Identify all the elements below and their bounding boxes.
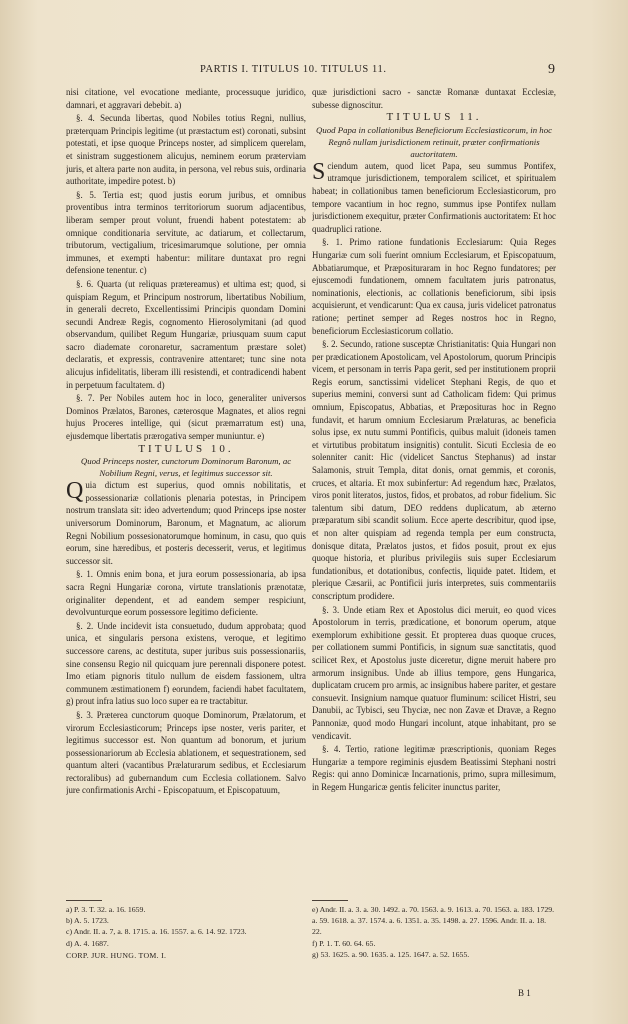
- footnote-rule: [312, 900, 348, 901]
- footnotes-right: [312, 900, 556, 960]
- left-column: [66, 86, 306, 886]
- footnote: b) A. 5. 1723.: [66, 916, 109, 926]
- footnote: g) 53. 1625. a. 90. 1635. a. 125. 1647. a. 52. 1655.: [312, 949, 470, 959]
- drop-cap: Q: [66, 478, 84, 505]
- paragraph: §. 7. Per Nobiles autem hoc in loco, generaliter universos Dominos Prælatos, Barones, cæterosque Magnates, et alios regni hujus Proceres intellige, qui (sicut præmarratum est) una, ejusdemque libertatis prærogativa semper muniuntur. e): [66, 393, 306, 442]
- footnote-rule: [66, 900, 102, 901]
- footnote: d) A. 4. 1687.: [66, 938, 109, 948]
- footnote: f) P. 1. T. 60. 64. 65.: [312, 938, 376, 948]
- paragraph: §. 3. Præterea cunctorum quoque Dominorum, Prælatorum, et virorum Ecclesiasticorum; Princeps ipse noster, veris pariter, et legitimus successor est. Non quantum ad bonorum, et jurium possessionariorum ab Ecclesia ablationem, et sequestrationem, sed quantum alteri (vacantibus Prælaturarum sedibus, et Ecclesiarum rectoralibus) ad gubernandum cum Ecclesia collationem. Salvo jure confirmationis Archi - Episcopatuum, et Episcopatuum,: [66, 709, 306, 796]
- section-title: TITULUS 11.: [386, 111, 482, 124]
- signature-mark: B 1: [518, 988, 531, 998]
- paragraph: §. 5. Tertia est; quod justis eorum juribus, et omnibus proventibus intra terminos territoriorum suorum adjacentibus, liberam semper prout volunt, fruendi habent potestatem: ab omnique conditionaria servitute, ac datiarum, et collectarum, tributorum, vectigalium, tricesimarumque solutione, per omnia immunes, et exempti habentur: militare duntaxat pro regni defensione tenentur. c): [66, 189, 306, 276]
- paragraph: §. 2. Unde incidevit ista consuetudo, dudum approbata; quod unica, et singularis persona existens, veroque, et legitimo successore carens, ac destituta, super juribus suis possessionariis, sine consensu Regio nil quicquam jure perennali disponere potest. Imo etiam pignoris titulo nullum de eisdem fassionem, ultra communem æstimationem f) eorundem, faciendi habet facultatem, g) prout infra latius suo loco super ea re tractabitur.: [66, 620, 306, 707]
- opening-paragraph: [312, 160, 556, 236]
- footnote: c) Andr. II. a. 7, a. 8. 1715. a. 16. 1557. a. 6. 14. 92. 1723.: [66, 927, 247, 937]
- section-subtitle: Quod Princeps noster, cunctorum Dominorum Baronum, ac Nobilium Regni, verus, et legitimus successor sit.: [80, 456, 292, 479]
- right-column: [312, 86, 556, 886]
- volume-signature-line: CORP. JUR. HUNG. TOM. I.: [66, 950, 167, 960]
- paragraph: §. 6. Quarta (ut reliquas prætereamus) et ultima est; quod, si quispiam Regum, et Principum nostrorum, libertatibus Nobilium, in generali decreto, Excellentissimi Principis quondam Domini secundi Andreæ Regis, cognomento Hierosolymitani (ad quod observandum, quilibet Regum Hungariæ, priusquam suum caput sacro diademate coronaretur, sacramentum præstare solet) declaratis, et expressis, contravenire attentaret; tunc sine nota alicujus infidelitatis, liberam illi resistendi, et contradicendi habent in perpetuum facultatem. d): [66, 278, 306, 390]
- paragraph: quæ jurisdictioni sacro - sanctæ Romanæ duntaxat Ecclesiæ, subesse dignoscitur.: [312, 87, 556, 110]
- paragraph: §. 2. Secundo, ratione susceptæ Christianitatis: Quia Hungari non per prædicationem Apostolicam, vel Apostolorum, quorum Principis vicem, et personam in terris Papa gerit, sed per institutionem proprii Regis eorum, sanctissimi videlicet Stephani Regis, de quo et superius memini, conversi sunt ad Catholicam fidem: Qui primus omnium, Episcopatus, Abbatias, et Præposituras hoc in Regno fundavit, et harum omnium Ecclesiarum Prælaturas, ac beneficia solus ipse, ex nutu summi Pontificis, quibus maluit (idoneis tamen et virtutibus probitatum insignitis) contulit. Sicuti Ecclesia de eo solenniter canit: Hic (videlicet Sanctus Stephanus) ad instar Salamonis, struit Templa, ditat donis, ornat gemmis, et coronis, cruces, et altaria. Et mox subinfertur: Ad regendum hæc, Prælatos, viros ponit literatos, justos, fidos, et probatos, ad robur fidelium. Sic talentum sibi datum, DEO reddens duplicatum, ab æterno præparatum sibi scandit solium. Ecce aperte describitur, quod ipse, et non alter quispiam ad regenda templa per eum constructa, donisque ditata, Prælatos justos, et fidos posuit, prout ex ejus quoque historia, et pluribus privilegiis suis super Ecclesiarum fundationibus, et dotationibus, confectis, liquide patet. Itidem, et plerique Cæsarii, ac Pontificii juris interpretes, suis commentariis conscriptum prodidere.: [312, 339, 556, 601]
- opening-text: uia dictum est superius, quod omnis nobilitatis, et possessionariæ collationis plenaria potestas, in Principem nostrum translata sit: ideo advertendum; quod Princeps ipse noster universorum Dominorum, Baronum, et Magnatum, ac aliorum Regni Nobilium possesionatorumque hominum, in casu, quo quis eorum, sine hæredibus, et posteris decesserit, verus, et legitimus successor sit.: [66, 480, 306, 566]
- paragraph: nisi citatione, vel evocatione mediante, processuque juridico, damnari, et aggravari debebit. a): [66, 87, 306, 110]
- drop-cap: S: [312, 158, 326, 185]
- section-subtitle: Quod Papa in collationibus Beneficiorum Ecclesiasticorum, in hoc Regnô nullam jurisdictionem retinuit, præter confirmationis auctoritatem.: [315, 124, 552, 159]
- paragraph: §. 1. Omnis enim bona, et jura eorum possessionaria, ab ipsa sacra Regni Hungariæ corona, virtute translationis prænotatæ, originaliter dependent, et ad eandem semper respiciunt, devolvunturque eorum possessore legitimo deficiente.: [66, 569, 306, 618]
- footnote: e) Andr. II. a. 3. a. 30. 1492. a. 70. 1563. a. 9. 1613. a. 70. 1563. a. 183. 1729. a. 59. 1618. a. 37. 1574. a. 6. 1351. a. 35. 1498. a. 27. 1596. Andr. II. a. 18. 22.: [312, 905, 555, 937]
- paragraph: §. 4. Secunda libertas, quod Nobiles totius Regni, nullius, præterquam Principis legitime (ut præstactum est) coronati, subsint potestati, et ipse quoque Princeps noster, ad simplicem querelam, et sinistram suggestionem alicujus, neminem eorum præterviam juris, et altera parte non audita, in persona, vel rebus suis, ordinaria authoritate, impedire potest. b): [66, 113, 306, 187]
- running-head: PARTIS I. TITULUS 10. TITULUS 11.: [200, 64, 387, 75]
- footnotes-left: [66, 900, 306, 961]
- section-title: TITULUS 10.: [138, 442, 234, 455]
- opening-text: ciendum autem, quod licet Papa, seu summus Pontifex, utramque jurisdictionem, temporalem scilicet, et spiritualem habeat; in collationibus tamen beneficiorum Ecclesiasticorum, pro tempore vacantium in hoc regno, summus ipse Pontifex nullam jurisdictionem exequitur, præter Confirmationis auctoritatem: Et hoc quadruplici ratione.: [312, 160, 556, 234]
- page-header: [0, 62, 628, 82]
- opening-paragraph: [66, 479, 306, 567]
- paragraph: §. 4. Tertio, ratione legitimæ præscriptionis, quoniam Reges Hungariæ a tempore regiminis ejusdem Beatissimi Stephani nostri Regis: qui anno Dominicæ Incarnationis, primo, supra millesimum, in Regem Hungaricæ gentis feliciter inunctus pariter,: [312, 744, 556, 792]
- page-number: 9: [548, 62, 555, 77]
- footnote: a) P. 3. T. 32. a. 16. 1659.: [66, 905, 146, 914]
- paragraph: §. 3. Unde etiam Rex et Apostolus dici meruit, eo quod vices Apostolorum in terris, prædicatione, et bonorum operum, atque exemplorum exhibitione gessit. Et propterea duas quoque cruces, per collationem summi Pontificis, in signum suæ sanctitatis, quod scilicet Rex, et Apostolus juste diceretur, digne meruit habere pro armorum insignibus. Unde ab illius tempore, gens Hungarica, duplicatam crucem pro armis, ac insignibus habere pariter, et gestare consuevit. Insignium namque quatuor fluminum: scilicet Histri, seu Danubii, ac Tybisci, seu Thyciæ, nec non Zavæ et Dravæ, a Regno Pannoniæ, quod modo Hungari incolunt, atque inhabitant, pro se vendicavit.: [312, 604, 556, 741]
- paragraph: §. 1. Primo ratione fundationis Ecclesiarum: Quia Reges Hungariæ cum soli fuerint omnium Ecclesiarum, et Episcopatuum, Abbatiarumque, et Præposituraram in hoc Regno fundatores; per ejuscemodi fundationem, omnem facultatem juris patronatus, nominationis, electionis, ac collationis beneficiorum, sibi ipsis acquisierunt, et vendicarunt: Qua ex causa, juris videlicet patronatus ratione; pertinet semper ad Reges nostros hoc in Regno, beneficiorum Ecclesiasticorum collatio.: [312, 237, 556, 336]
